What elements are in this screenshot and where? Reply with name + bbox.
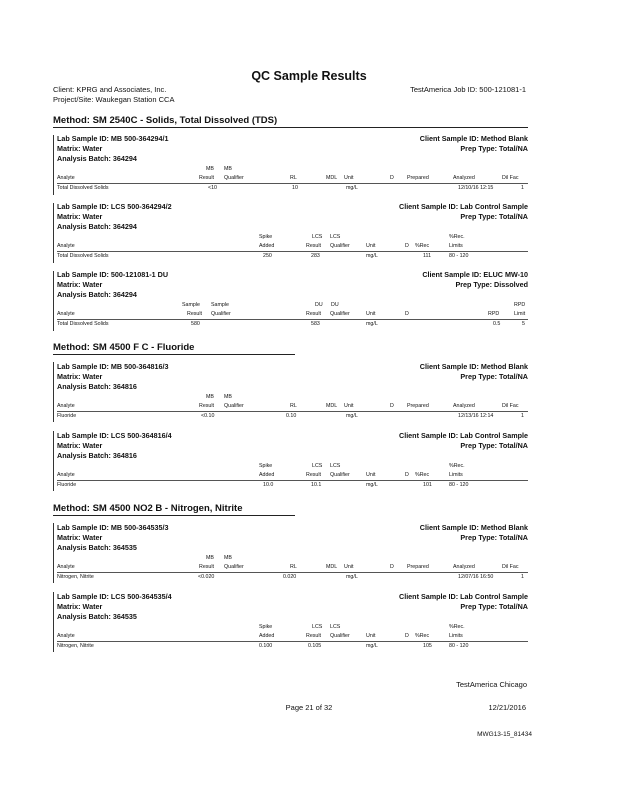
limits-cell: 80 - 120 [449, 482, 469, 488]
col-header: Analyte [57, 633, 75, 639]
analysis-batch: Analysis Batch: 364294 [57, 290, 137, 299]
col-header: Added [259, 472, 275, 478]
lab-sample-id: Lab Sample ID: 500-121081-1 DU [57, 270, 169, 279]
unit-cell: mg/L [346, 413, 358, 419]
col-header: Result [306, 633, 322, 639]
col-header: D [405, 311, 409, 317]
prep-type: Prep Type: Dissolved [455, 280, 528, 289]
lab-sample-id: Lab Sample ID: MB 500-364535/3 [57, 523, 169, 532]
analyte-cell: Fluoride [57, 482, 77, 488]
col-header: RL [290, 564, 297, 570]
added-cell: 10.0 [263, 482, 274, 488]
col-header: Analyte [57, 403, 75, 409]
col-header: Unit [344, 564, 354, 570]
col-top: MB [206, 394, 214, 400]
col-top: MB [224, 394, 232, 400]
prep-type: Prep Type: Total/NA [460, 372, 528, 381]
col-top: MB [224, 166, 232, 172]
col-top: MB [206, 166, 214, 172]
prep-type: Prep Type: Total/NA [460, 212, 528, 221]
unit-cell: mg/L [366, 482, 378, 488]
col-header: Prepared [407, 175, 429, 181]
analyte-cell: Total Dissolved Solids [57, 321, 109, 327]
analyte-cell: Total Dissolved Solids [57, 253, 109, 259]
lab-sample-id: Lab Sample ID: LCS 500-364294/2 [57, 202, 172, 211]
col-header: Dil Fac [502, 403, 519, 409]
footer-lab: TestAmerica Chicago [456, 680, 527, 689]
unit-cell: mg/L [366, 253, 378, 259]
result-cell: 283 [311, 253, 320, 259]
prep-type: Prep Type: Total/NA [460, 144, 528, 153]
col-header: Analyte [57, 243, 75, 249]
method-title-fluoride: Method: SM 4500 F C - Fluoride [53, 342, 195, 353]
col-header: MDL [326, 175, 338, 181]
dilfac-cell: 1 [521, 413, 524, 419]
col-header: Result [306, 243, 322, 249]
prep-type: Prep Type: Total/NA [460, 602, 528, 611]
col-top: Spike [259, 463, 273, 469]
client-sample-id: Client Sample ID: Method Blank [419, 362, 528, 371]
rpd-limit-cell: 5 [522, 321, 525, 327]
col-header: Limits [449, 472, 463, 478]
page-title: QC Sample Results [251, 69, 367, 83]
analyzed-cell: 12/10/16 12:15 [458, 185, 494, 191]
col-header: MDL [326, 403, 338, 409]
analyzed-cell: 12/07/16 16:50 [458, 574, 494, 580]
limits-cell: 80 - 120 [449, 643, 469, 649]
result-cell: 10.1 [311, 482, 322, 488]
col-top: %Rec. [449, 234, 465, 240]
client-sample-id: Client Sample ID: Lab Control Sample [399, 592, 528, 601]
matrix: Matrix: Water [57, 212, 103, 221]
col-header: Result [306, 472, 322, 478]
footer-date: 12/21/2016 [488, 703, 526, 712]
result-cell: <10 [208, 185, 217, 191]
client-sample-id: Client Sample ID: Method Blank [419, 523, 528, 532]
col-header: D [390, 175, 394, 181]
col-header: Analyte [57, 311, 75, 317]
added-cell: 0.100 [259, 643, 273, 649]
unit-cell: mg/L [366, 321, 378, 327]
col-header: %Rec [415, 633, 430, 639]
col-header: Unit [344, 403, 354, 409]
col-top: MB [206, 555, 214, 561]
rec-cell: 105 [423, 643, 432, 649]
col-top: %Rec. [449, 463, 465, 469]
col-header: Qualifier [224, 403, 244, 409]
result-cell: <0.020 [198, 574, 215, 580]
lab-sample-id: Lab Sample ID: LCS 500-364535/4 [57, 592, 172, 601]
matrix: Matrix: Water [57, 144, 103, 153]
analysis-batch: Analysis Batch: 364535 [57, 543, 137, 552]
col-header: Unit [366, 472, 376, 478]
lab-sample-id: Lab Sample ID: MB 500-364816/3 [57, 362, 169, 371]
col-header: D [390, 403, 394, 409]
col-header: RPD [488, 311, 500, 317]
col-header: Unit [366, 243, 376, 249]
col-top: Sample [211, 302, 229, 308]
du-result-cell: 583 [311, 321, 320, 327]
col-header: Qualifier [330, 472, 350, 478]
sample-result-cell: 580 [191, 321, 200, 327]
col-header: Qualifier [211, 311, 231, 317]
col-header: Unit [366, 633, 376, 639]
col-top: LCS [330, 234, 341, 240]
col-top: LCS [312, 234, 323, 240]
unit-cell: mg/L [366, 643, 378, 649]
col-header: Analyte [57, 175, 75, 181]
lab-sample-id: Lab Sample ID: LCS 500-364816/4 [57, 431, 172, 440]
matrix: Matrix: Water [57, 602, 103, 611]
col-header: Qualifier [330, 311, 350, 317]
col-header: Limits [449, 633, 463, 639]
col-header: Prepared [407, 564, 429, 570]
col-top: LCS [330, 463, 341, 469]
col-header: Qualifier [224, 564, 244, 570]
analysis-batch: Analysis Batch: 364294 [57, 222, 137, 231]
col-header: MDL [326, 564, 338, 570]
col-header: Result [199, 564, 215, 570]
analysis-batch: Analysis Batch: 364294 [57, 154, 137, 163]
col-header: D [405, 243, 409, 249]
rl-cell: 0.020 [283, 574, 297, 580]
col-header: Analyte [57, 472, 75, 478]
col-top: RPD [514, 302, 526, 308]
analyte-cell: Total Dissolved Solids [57, 185, 109, 191]
analyte-cell: Nitrogen, Nitrite [57, 574, 94, 580]
col-header: Added [259, 243, 275, 249]
col-header: Limit [514, 311, 526, 317]
col-header: Qualifier [224, 175, 244, 181]
matrix: Matrix: Water [57, 533, 103, 542]
result-cell: <0.10 [201, 413, 215, 419]
analysis-batch: Analysis Batch: 364816 [57, 382, 137, 391]
col-top: DU [315, 302, 323, 308]
col-top: Spike [259, 624, 273, 630]
method-title-tds: Method: SM 2540C - Solids, Total Dissolved (TDS) [53, 115, 278, 126]
client-sample-id: Client Sample ID: ELUC MW-10 [422, 270, 528, 279]
col-header: D [390, 564, 394, 570]
col-header: Result [199, 403, 215, 409]
dilfac-cell: 1 [521, 185, 524, 191]
col-top: Spike [259, 234, 273, 240]
col-header: %Rec [415, 472, 430, 478]
added-cell: 250 [263, 253, 272, 259]
footer-doc-id: MWG13-15_81434 [477, 731, 532, 738]
rec-cell: 101 [423, 482, 432, 488]
col-top: LCS [330, 624, 341, 630]
col-header: RL [290, 175, 297, 181]
col-header: Analyte [57, 564, 75, 570]
col-header: Result [187, 311, 203, 317]
analyte-cell: Fluoride [57, 413, 77, 419]
matrix: Matrix: Water [57, 441, 103, 450]
unit-cell: mg/L [346, 574, 358, 580]
col-header: Dil Fac [502, 564, 519, 570]
col-header: %Rec [415, 243, 430, 249]
col-header: Unit [366, 311, 376, 317]
col-header: D [405, 633, 409, 639]
col-header: Qualifier [330, 243, 350, 249]
result-cell: 0.105 [308, 643, 322, 649]
col-header: Added [259, 633, 275, 639]
matrix: Matrix: Water [57, 280, 103, 289]
rl-cell: 0.10 [286, 413, 297, 419]
rec-cell: 111 [423, 253, 432, 259]
col-header: Analyzed [453, 175, 475, 181]
col-top: DU [331, 302, 339, 308]
limits-cell: 80 - 120 [449, 253, 469, 259]
client-sample-id: Client Sample ID: Lab Control Sample [399, 202, 528, 211]
analysis-batch: Analysis Batch: 364816 [57, 451, 137, 460]
job-id: TestAmerica Job ID: 500-121081-1 [410, 85, 526, 94]
client-label: Client: KPRG and Associates, Inc. [53, 85, 167, 94]
col-header: Analyzed [453, 403, 475, 409]
col-header: D [405, 472, 409, 478]
col-header: Dil Fac [502, 175, 519, 181]
col-header: Qualifier [330, 633, 350, 639]
prep-type: Prep Type: Total/NA [460, 441, 528, 450]
rl-cell: 10 [292, 185, 298, 191]
col-header: Result [199, 175, 215, 181]
analyzed-cell: 12/13/16 12:14 [458, 413, 494, 419]
col-top: Sample [182, 302, 200, 308]
col-header: Analyzed [453, 564, 475, 570]
client-sample-id: Client Sample ID: Method Blank [419, 134, 528, 143]
col-header: Result [306, 311, 322, 317]
col-header: Unit [344, 175, 354, 181]
dilfac-cell: 1 [521, 574, 524, 580]
method-title-nitrite: Method: SM 4500 NO2 B - Nitrogen, Nitrite [53, 503, 243, 514]
footer-page: Page 21 of 32 [285, 703, 333, 712]
matrix: Matrix: Water [57, 372, 103, 381]
col-header: RL [290, 403, 297, 409]
client-sample-id: Client Sample ID: Lab Control Sample [399, 431, 528, 440]
col-top: MB [224, 555, 232, 561]
analyte-cell: Nitrogen, Nitrite [57, 643, 94, 649]
project-label: Project/Site: Waukegan Station CCA [53, 95, 175, 104]
rpd-cell: 0.5 [493, 321, 501, 327]
col-header: Limits [449, 243, 463, 249]
analysis-batch: Analysis Batch: 364535 [57, 612, 137, 621]
col-header: Prepared [407, 403, 429, 409]
unit-cell: mg/L [346, 185, 358, 191]
col-top: %Rec. [449, 624, 465, 630]
col-top: LCS [312, 624, 323, 630]
lab-sample-id: Lab Sample ID: MB 500-364294/1 [57, 134, 169, 143]
col-top: LCS [312, 463, 323, 469]
prep-type: Prep Type: Total/NA [460, 533, 528, 542]
